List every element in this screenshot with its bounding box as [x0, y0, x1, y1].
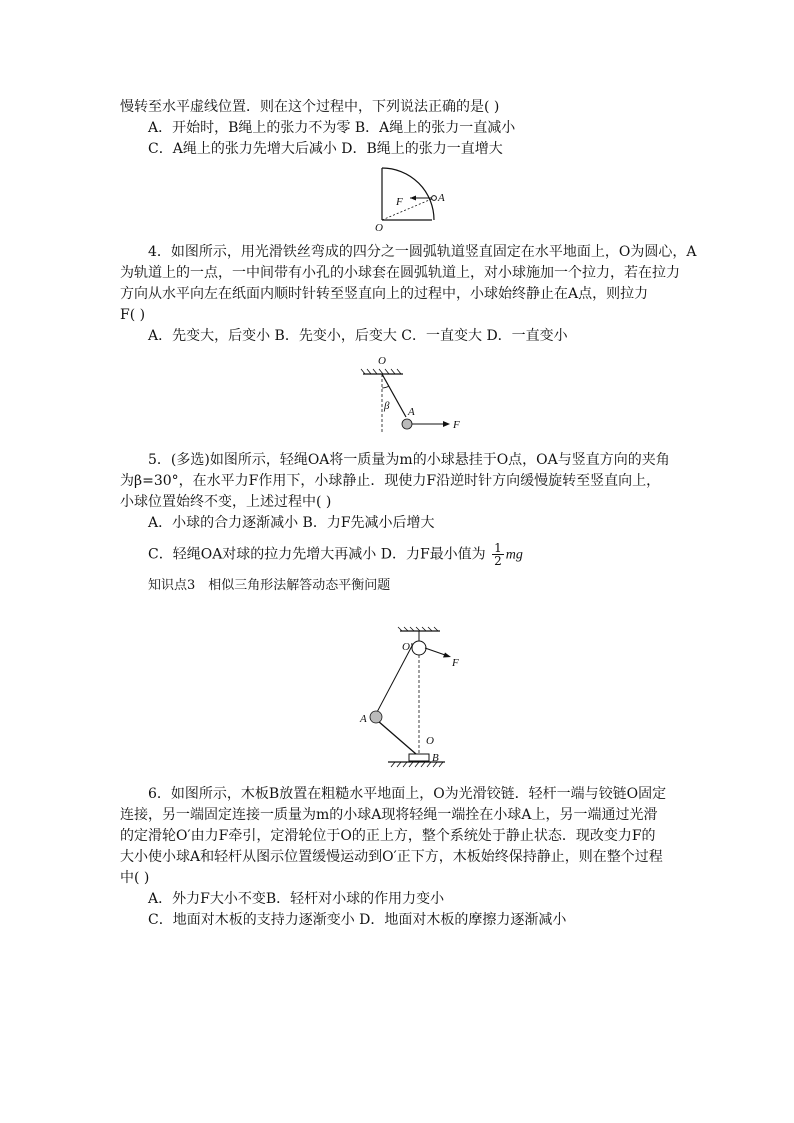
- q4-line-3: 方向从水平向左在纸面内顺时针转至竖直向上的过程中，小球始终静止在A点，则拉力: [120, 286, 649, 302]
- q6-label-f: F: [452, 657, 459, 669]
- q3-label-f: F: [396, 196, 403, 208]
- q5-options-cd-text: C．轻绳OA对球的拉力先增大再减小 D．力F最小值为: [148, 546, 486, 563]
- q4-label-f: F: [453, 419, 460, 431]
- q4-figure: [355, 352, 465, 437]
- q5-fraction-den: 2: [494, 554, 502, 568]
- q5-line-2: 为β=30°，在水平力F作用下，小球静止．现使力F沿逆时针方向缓慢旋转至竖直向上，: [120, 473, 661, 489]
- q4-line-1: 4．如图所示，用光滑铁丝弯成的四分之一圆弧轨道竖直固定在水平地面上，O为圆心，A: [148, 244, 697, 260]
- q4-line-2: 为轨道上的一点，一中间带有小孔的小球套在圆弧轨道上，对小球施加一个拉力，若在拉力: [120, 265, 680, 281]
- q3-options-cd: C．A绳上的张力先增大后减小 D．B绳上的张力一直增大: [148, 141, 503, 157]
- q5-options-ab: A．小球的合力逐渐减小 B．力F先减小后增大: [148, 515, 435, 531]
- q3-label-o: O: [375, 222, 383, 234]
- q5-fraction-num: 1: [494, 541, 502, 555]
- q6-line-3: 的定滑轮O′由力F牵引，定滑轮位于O的正上方，整个系统处于静止状态．现改变力F的: [120, 828, 656, 844]
- q4-options: A．先变大，后变小 B．先变小，后变大 C．一直变大 D．一直变小: [148, 328, 568, 344]
- q5-fraction-suffix: mg: [505, 547, 523, 563]
- q4-label-beta: β: [384, 400, 390, 412]
- q6-line-5: 中( ): [120, 870, 150, 886]
- q5-fraction: [492, 542, 504, 567]
- q6-line-4: 大小使小球A和轻杆从图示位置缓慢运动到O′正下方，木板始终保持静止，则在整个过程: [120, 849, 663, 865]
- q6-label-o-prime: O′: [402, 641, 413, 653]
- q5-line-1: 5．(多选)如图所示，轻绳OA将一质量为m的小球悬挂于O点，OA与竖直方向的夹角: [148, 452, 670, 468]
- q6-options-ab: A．外力F大小不变B．轻杆对小球的作用力变小: [148, 891, 445, 907]
- q6-line-2: 连接，另一端固定连接一质量为m的小球A现将轻绳一端拴在小球A上，另一端通过光滑: [120, 807, 658, 823]
- q3-options-ab: A．开始时，B绳上的张力不为零 B．A绳上的张力一直减小: [148, 120, 516, 136]
- q4-label-o: O: [378, 355, 386, 367]
- q3-label-a: A: [438, 192, 445, 204]
- q6-label-a: A: [360, 713, 367, 725]
- q3-figure: [370, 165, 450, 235]
- q4-label-a: A: [408, 406, 415, 418]
- q3-intro: 慢转至水平虚线位置．则在这个过程中，下列说法正确的是( ): [120, 99, 500, 115]
- q6-line-1: 6．如图所示，木板B放置在粗糙水平地面上，O为光滑铰链．轻杆一端与铰链O固定: [148, 786, 667, 802]
- q5-line-3: 小球位置始终不变，上述过程中( ): [120, 494, 332, 510]
- q5-options-cd: [148, 542, 523, 567]
- section-title: 知识点3 相似三角形法解答动态平衡问题: [148, 578, 391, 593]
- q6-options-cd: C．地面对木板的支持力逐渐变小 D．地面对木板的摩擦力逐渐减小: [148, 912, 567, 928]
- q4-line-4: F( ): [120, 307, 146, 323]
- q6-label-o: O: [426, 735, 434, 747]
- q6-figure: [355, 628, 465, 773]
- q6-label-b: B: [432, 752, 439, 764]
